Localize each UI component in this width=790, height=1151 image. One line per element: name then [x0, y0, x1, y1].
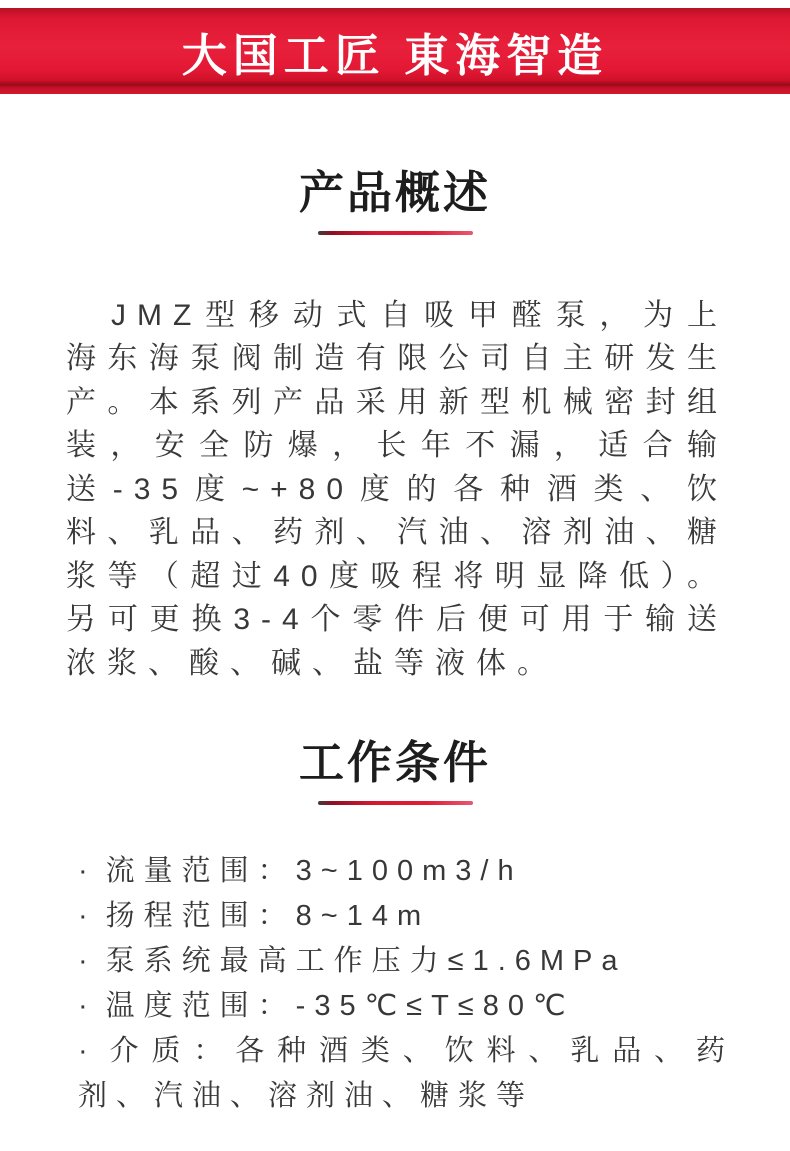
overview-heading: 产品概述	[298, 167, 491, 218]
condition-item-max-pressure	[78, 939, 734, 984]
condition-text: 介质：各种酒类、饮料、乳品、药剂、汽油、溶剂油、糖浆等	[78, 1035, 734, 1112]
bullet-icon: ·	[78, 1035, 97, 1067]
condition-text: 泵系统最高工作压力≤1.6MPa	[105, 945, 627, 977]
condition-text: 流量范围：3~100m3/h	[105, 855, 523, 887]
heading-underline	[318, 231, 473, 235]
condition-item-flow-range	[78, 849, 734, 894]
overview-section	[0, 167, 790, 685]
condition-item-head-range	[78, 894, 734, 939]
bullet-icon: ·	[78, 990, 97, 1022]
bullet-icon: ·	[78, 945, 97, 977]
bullet-icon: ·	[78, 900, 97, 932]
working-conditions-section	[0, 737, 790, 1119]
condition-item-media	[78, 1029, 734, 1119]
conditions-heading: 工作条件	[298, 737, 491, 789]
heading-underline	[318, 801, 473, 805]
brand-banner	[0, 8, 790, 94]
banner-title: 大国工匠 東海智造	[181, 29, 609, 81]
condition-item-temp-range	[78, 984, 734, 1029]
overview-paragraph: JMZ型移动式自吸甲醛泵，为上海东海泵阀制造有限公司自主研发生产。本系列产品采用新型机械密封组装，安全防爆，长年不漏，适合输送-35度~+80度的各种酒类、饮料、乳品、药剂、汽油、溶剂油、糖浆等（超过40度吸程将明显降低）。另可更换3-4个零件后便可用于输送浓浆、酸、碱、盐等液体。	[66, 298, 728, 680]
condition-text: 扬程范围：8~14m	[105, 900, 431, 932]
bullet-icon: ·	[78, 855, 97, 887]
conditions-list	[78, 849, 734, 1119]
condition-text: 温度范围：-35℃≤T≤80℃	[105, 990, 575, 1022]
